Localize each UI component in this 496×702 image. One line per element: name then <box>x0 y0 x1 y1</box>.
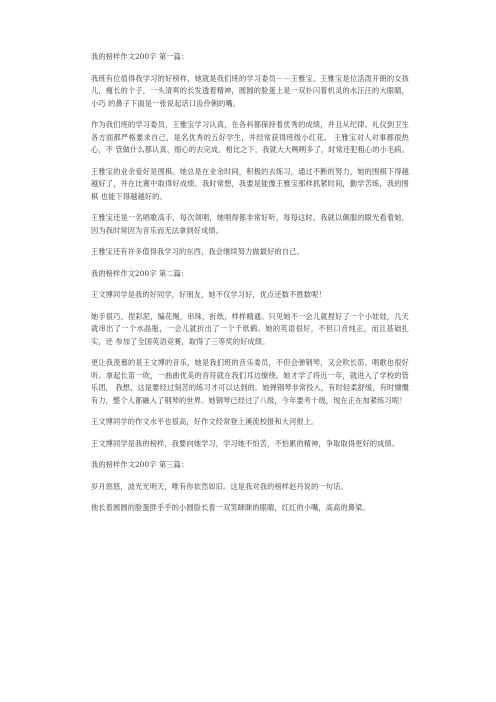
paragraph: 更让我羡慕的是王文博的音乐，她是我们班的音乐委员，不但会弹钢琴，又会吹长笛，唱歌也很好听。拿起长笛一吹，一曲曲优美的音符就在我们耳边缭绕。她才学了将近一年，就进入了学校的管乐团， 我想，这是要经过刻苦的练习才可以达到的。她弹钢琴非常投入，有时轻柔舒缓，有时慷慨有力，整个人都融入了钢琴的世界。她钢琴已经过了八级，今年要考十级，现在正在加紧练习呢！ <box>91 358 409 405</box>
paragraph: 王文博同学是我的榜样，我要向她学习，学习她不怕苦，不怕累的精神，争取取得更好的成绩。 <box>91 438 400 448</box>
section-heading-3: 我的榜样作文200字 第三篇： <box>91 460 189 469</box>
paragraph: 王文博同学是我的好同学，好朋友，她不仅学习好，优点还数不胜数呢！ <box>91 290 326 299</box>
paragraph: 王雅宝还是一名唱歌高手，每次领唱，她唱得都非常好听，每每这时，我就以佩服的眼光看着她，因为我时常因为音乐而无法拿到好成绩。 <box>91 213 409 235</box>
paragraph: 王雅宝的业余爱好是围棋。她总是在业余时间，积极的去练习，通过不断的努力，她的围棋下得越越好了，并在比赛中取得好成绩。我时常想，我要是能像王雅宝那样抓紧时间，勤学苦练，我的围棋 也能下得越越好的。 <box>91 166 409 201</box>
paragraph: 岁月悠悠，波光光明天，唯有你依然如旧。这是我对我的榜样赵丹说的一句话。 <box>91 481 348 491</box>
paragraph: 他长着圆圆的脸蛋胖乎乎的小圆脸长着一双笑眯眯的眼睛，红红的小嘴，高高的鼻梁。 <box>91 503 370 512</box>
section-heading-2: 我的榜样作文200字 第二篇： <box>91 268 189 278</box>
paragraph: 她手很巧，捏彩泥，编花绳，串珠，折纸，样样精通。只见她不一会儿就捏好了一个小娃娃，几天就串出了一个水晶瓶，一会儿就折出了一个千纸鹤。她的英语很好，不但口音纯正，而且基础扎实，还 参加了全国英语竞赛，取得了三等奖的好成绩。 <box>91 311 409 346</box>
section-heading-1: 我的榜样作文200字 第一篇： <box>91 52 189 61</box>
document-body <box>91 51 409 524</box>
paragraph: 王文博同学的作文水平也很高，好作文经常登上溪流校报和大河报上。 <box>91 417 319 426</box>
paragraph: 我班有位值得我学习的好榜样，她就是我们班的学习委员－－王雅宝。王雅宝是位活泼开朗的女孩儿，瘦长的个子，一头清爽的长发透着精神，圆圆的脸蛋上是一双扑闪着机灵的水汪汪的大眼睛，小巧 的鼻子下面是一张说起话口齿伶俐的嘴。 <box>91 73 409 108</box>
paragraph: 王雅宝还有许多值得我学习的东西，我会继续努力做最好的自己。 <box>91 247 304 256</box>
paragraph: 作为我们班的学习委员，王雅宝学习认真，在各科都保持着优秀的成绩，并且从纪律、礼仪到卫生各方面都严格要求自己，是名优秀的五好学生，并经常获得班级小红花。 王雅宝对人对事都很热心，不 管做什么都认真、细心的去完成，相比之下，我就大大咧咧多了，时常还犯粗心的小毛病。 <box>91 120 409 154</box>
